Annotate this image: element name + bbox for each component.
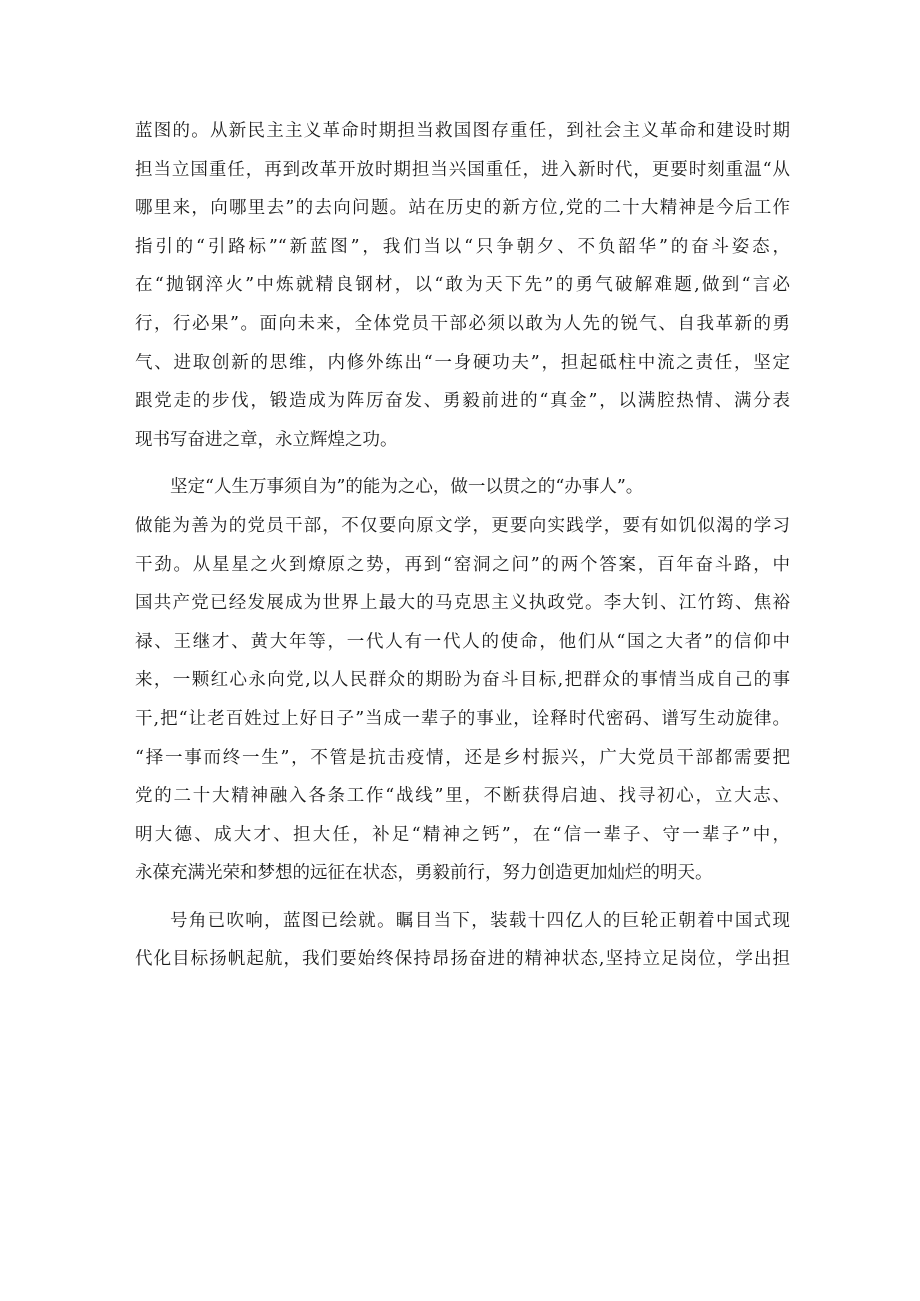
text-line: 跟党走的步伐，锻造成为阵厉奋发、勇毅前进的“真金”，以满腔热情、满分表	[135, 391, 790, 412]
paragraph-2	[135, 468, 790, 893]
paragraph-heading-line: 坚定“人生万事须自为”的能为之心，做一以贯之的“办事人”。	[170, 477, 644, 498]
text-line: 蓝图的。从新民主主义革命时期担当救国图存重任，到社会主义革命和建设时期	[135, 121, 790, 141]
text-line: 禄、王继才、黄大年等，一代人有一代人的使命，他们从“国之大者”的信仰中	[135, 631, 790, 652]
text-line: 气、进取创新的思维，内修外练出“一身硬功夫”，担起砥柱中流之责任，坚定	[135, 352, 790, 373]
text-line: 担当立国重任，再到改革开放时期担当兴国重任，进入新时代，更要时刻重温“从	[135, 159, 790, 180]
text-line: 国共产党已经发展成为世界上最大的马克思主义执政党。李大钊、江竹筠、焦裕	[135, 593, 790, 614]
text-line: “择一事而终一生”，不管是抗击疫情，还是乡村振兴，广大党员干部都需要把	[135, 747, 790, 768]
text-line: 明大德、成大才、担大任，补足“精神之钙”，在“信一辈子、守一辈子”中，	[135, 824, 790, 845]
paragraph-1	[135, 112, 790, 459]
paragraph-3	[135, 902, 790, 979]
text-line: 行，行必果”。面向未来，全体党员干部必须以敢为人先的锐气、自我革新的勇	[135, 313, 790, 334]
text-line: 永葆充满光荣和梦想的远征在状态，勇毅前行，努力创造更加灿烂的明天。	[135, 863, 713, 884]
text-line: 干劲。从星星之火到燎原之势，再到“窑洞之问”的两个答案，百年奋斗路，中	[135, 554, 790, 575]
text-line: 来，一颗红心永向党,以人民群众的期盼为奋斗目标,把群众的事情当成自己的事	[135, 670, 790, 691]
text-line: 现书写奋进之章，永立辉煌之功。	[135, 429, 398, 450]
text-line: 做能为善为的党员干部，不仅要向原文学，更要向实践学，要有如饥似渴的学习	[135, 515, 790, 536]
text-line: 哪里来，向哪里去”的去向问题。站在历史的新方位,党的二十大精神是今后工作	[135, 198, 790, 219]
document-body	[135, 112, 790, 979]
text-line: 在“抛钢淬火”中炼就精良钢材，以“敢为天下先”的勇气破解难题,做到“言必	[135, 275, 790, 296]
text-line: 号角已吹响，蓝图已绘就。瞩目当下，装载十四亿人的巨轮正朝着中国式现	[170, 910, 790, 931]
text-line: 代化目标扬帆起航，我们要始终保持昂扬奋进的精神状态,坚持立足岗位，学出担	[135, 949, 790, 970]
text-line: 干,把“让老百姓过上好日子”当成一辈子的事业，诠释时代密码、谱写生动旋律。	[135, 708, 790, 729]
text-line: 指引的“引路标”“新蓝图”，我们当以“只争朝夕、不负韶华”的奋斗姿态，	[135, 236, 790, 257]
text-line: 党的二十大精神融入各条工作“战线”里，不断获得启迪、找寻初心，立大志、	[135, 786, 790, 807]
